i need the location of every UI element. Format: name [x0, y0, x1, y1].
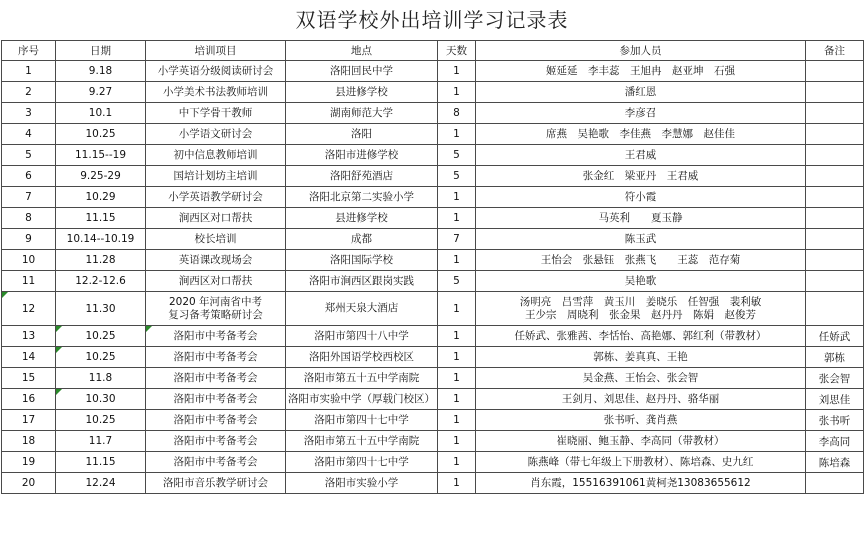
row-note-cell	[806, 208, 864, 229]
row-people-cell	[476, 452, 806, 473]
row-place-line: 县进修学校	[335, 211, 388, 224]
row-people-cell	[476, 82, 806, 103]
table-row	[2, 208, 864, 229]
row-days-cell: 8	[438, 103, 476, 124]
row-people-line: 姬延延 李丰蕊 王旭冉 赵亚坤 石强	[546, 64, 735, 77]
row-project-cell	[146, 187, 286, 208]
row-project-cell	[146, 124, 286, 145]
table-row	[2, 452, 864, 473]
row-no-cell: 15	[2, 368, 56, 389]
row-people-cell	[476, 61, 806, 82]
row-note-cell: 陈培森	[806, 452, 864, 473]
row-project-cell	[146, 166, 286, 187]
row-note-cell: 任娇武	[806, 326, 864, 347]
header-date: 日期	[56, 41, 146, 61]
training-record-table	[1, 40, 864, 494]
row-days-cell: 1	[438, 389, 476, 410]
row-project-cell	[146, 82, 286, 103]
row-date-cell: 11.7	[56, 431, 146, 452]
row-people-cell	[476, 145, 806, 166]
table-row	[2, 187, 864, 208]
row-people-line: 吴艳歌	[624, 274, 657, 287]
table-row	[2, 326, 864, 347]
row-date-cell: 9.27	[56, 82, 146, 103]
row-people-cell	[476, 368, 806, 389]
row-people-line: 潘红恩	[624, 85, 657, 98]
row-people-line: 王剑月、刘思佳、赵丹丹、骆华丽	[561, 392, 720, 405]
row-note-cell	[806, 145, 864, 166]
row-place-line: 洛阳市第四十七中学	[314, 455, 409, 468]
row-days-cell: 5	[438, 271, 476, 292]
row-note-cell: 郭栋	[806, 347, 864, 368]
row-people-cell	[476, 103, 806, 124]
row-people-line: 任娇武、张雅茜、李恬怡、高艳娜、郭红利（带教材）	[514, 329, 767, 342]
row-days-cell: 1	[438, 61, 476, 82]
row-place-cell	[286, 271, 438, 292]
row-project-line: 中下学骨干教师	[178, 106, 253, 119]
row-people-cell	[476, 347, 806, 368]
table-row	[2, 166, 864, 187]
row-project-cell	[146, 250, 286, 271]
row-note-cell: 张会智	[806, 368, 864, 389]
table-row	[2, 124, 864, 145]
row-place-line: 洛阳舒苑酒店	[330, 169, 393, 182]
row-people-cell	[476, 431, 806, 452]
row-note-cell	[806, 271, 864, 292]
table-row	[2, 103, 864, 124]
row-days-cell: 5	[438, 145, 476, 166]
row-people-line: 崔晓丽、鲍玉静、李高同（带教材）	[556, 434, 725, 447]
row-people-line: 符小霞	[624, 190, 657, 203]
row-date-cell: 11.30	[56, 292, 146, 326]
row-days-cell: 5	[438, 166, 476, 187]
row-place-cell	[286, 410, 438, 431]
row-note-cell: 刘思佳	[806, 389, 864, 410]
row-date-cell: 10.29	[56, 187, 146, 208]
row-project-line: 洛阳市音乐教学研讨会	[163, 476, 268, 489]
row-no-cell: 8	[2, 208, 56, 229]
row-no-cell: 3	[2, 103, 56, 124]
row-days-cell: 1	[438, 452, 476, 473]
row-project-line: 涧西区对口帮扶	[178, 274, 253, 287]
row-place-cell	[286, 103, 438, 124]
row-note-cell	[806, 124, 864, 145]
row-no-cell: 11	[2, 271, 56, 292]
row-place-line: 洛阳	[351, 127, 372, 140]
row-people-line: 陈玉武	[624, 232, 657, 245]
row-people-cell	[476, 292, 806, 326]
row-project-line: 洛阳市中考备考会	[173, 434, 258, 447]
row-note-cell	[806, 166, 864, 187]
table-row	[2, 389, 864, 410]
row-project-line: 初中信息教师培训	[173, 148, 258, 161]
row-days-cell: 7	[438, 229, 476, 250]
row-place-cell	[286, 250, 438, 271]
row-date-cell: 10.1	[56, 103, 146, 124]
row-people-line: 马英利 夏玉静	[598, 211, 683, 224]
row-days-cell: 1	[438, 187, 476, 208]
header-project: 培训项目	[146, 41, 286, 61]
row-place-line: 洛阳市进修学校	[324, 148, 399, 161]
row-place-line: 洛阳回民中学	[330, 64, 393, 77]
row-place-cell	[286, 229, 438, 250]
row-people-cell	[476, 271, 806, 292]
row-people-line: 王怡会 张悬钰 张燕飞 王蕊 范存菊	[540, 253, 741, 266]
row-people-cell	[476, 250, 806, 271]
row-place-line: 县进修学校	[335, 85, 388, 98]
table-row	[2, 61, 864, 82]
row-date-cell: 12.24	[56, 473, 146, 494]
row-people-line: 席燕 吴艳歌 李佳燕 李慧娜 赵佳佳	[546, 127, 735, 140]
row-project-cell	[146, 271, 286, 292]
table-row	[2, 410, 864, 431]
row-note-cell	[806, 61, 864, 82]
row-no-cell: 6	[2, 166, 56, 187]
row-days-cell: 1	[438, 208, 476, 229]
row-project-line: 复习备考策略研讨会	[168, 308, 263, 321]
row-place-line: 洛阳外国语学校西校区	[309, 350, 414, 363]
row-project-line: 小学英语教学研讨会	[168, 190, 263, 203]
row-days-cell: 1	[438, 82, 476, 103]
row-people-cell	[476, 389, 806, 410]
row-date-cell: 10.25	[56, 124, 146, 145]
row-date-cell: 9.18	[56, 61, 146, 82]
row-people-cell	[476, 187, 806, 208]
row-note-cell	[806, 187, 864, 208]
row-place-cell	[286, 187, 438, 208]
row-no-cell: 16	[2, 389, 56, 410]
row-people-cell	[476, 229, 806, 250]
row-place-cell	[286, 368, 438, 389]
row-no-cell: 10	[2, 250, 56, 271]
row-project-line: 涧西区对口帮扶	[178, 211, 253, 224]
row-date-cell: 10.25	[56, 347, 146, 368]
row-no-cell: 19	[2, 452, 56, 473]
header-no: 序号	[2, 41, 56, 61]
row-people-line: 张金红 梁亚丹 王君威	[582, 169, 699, 182]
row-people-line: 王少宗 周晓利 张金果 赵丹丹 陈娟 赵俊芳	[525, 308, 756, 321]
row-no-cell: 4	[2, 124, 56, 145]
row-note-cell	[806, 250, 864, 271]
row-place-line: 洛阳北京第二实验小学	[309, 190, 414, 203]
row-date-cell: 11.28	[56, 250, 146, 271]
row-no-cell: 14	[2, 347, 56, 368]
row-days-cell: 1	[438, 292, 476, 326]
table-row	[2, 473, 864, 494]
row-people-line: 肖东霞，15516391061黄柯尧13083655612	[530, 476, 751, 489]
row-project-line: 校长培训	[194, 232, 237, 245]
row-place-line: 成都	[351, 232, 372, 245]
row-place-line: 洛阳市第五十五中学南院	[303, 371, 420, 384]
table-row	[2, 347, 864, 368]
row-project-line: 小学英语分级阅读研讨会	[157, 64, 274, 77]
row-date-cell: 9.25-29	[56, 166, 146, 187]
header-note: 备注	[806, 41, 864, 61]
row-date-cell: 11.15--19	[56, 145, 146, 166]
row-no-cell: 18	[2, 431, 56, 452]
row-note-cell	[806, 229, 864, 250]
table-row	[2, 82, 864, 103]
row-no-cell: 5	[2, 145, 56, 166]
row-date-cell: 11.8	[56, 368, 146, 389]
row-no-cell: 12	[2, 292, 56, 326]
row-place-line: 洛阳市第五十五中学南院	[303, 434, 420, 447]
row-place-cell	[286, 431, 438, 452]
row-place-cell	[286, 208, 438, 229]
row-place-cell	[286, 82, 438, 103]
row-days-cell: 1	[438, 473, 476, 494]
row-people-cell	[476, 410, 806, 431]
row-people-cell	[476, 208, 806, 229]
row-days-cell: 1	[438, 410, 476, 431]
row-project-line: 小学语文研讨会	[178, 127, 253, 140]
row-people-line: 汤明亮 吕雪萍 黄玉川 姜晓乐 任智强 裴利敏	[519, 295, 762, 308]
row-project-line: 国培计划坊主培训	[173, 169, 258, 182]
row-no-cell: 9	[2, 229, 56, 250]
header-place: 地点	[286, 41, 438, 61]
row-place-cell	[286, 389, 438, 410]
row-place-line: 湖南师范大学	[330, 106, 393, 119]
table-row	[2, 431, 864, 452]
row-date-cell: 10.25	[56, 326, 146, 347]
row-days-cell: 1	[438, 347, 476, 368]
row-date-cell: 11.15	[56, 452, 146, 473]
table-row	[2, 271, 864, 292]
table-row	[2, 229, 864, 250]
row-place-cell	[286, 61, 438, 82]
row-place-line: 洛阳市第四十八中学	[314, 329, 409, 342]
table-row	[2, 250, 864, 271]
row-project-cell	[146, 431, 286, 452]
header-days: 天数	[438, 41, 476, 61]
row-project-line: 洛阳市中考备考会	[173, 392, 258, 405]
row-people-line: 李彦召	[624, 106, 657, 119]
row-place-line: 洛阳市实验小学	[324, 476, 399, 489]
row-no-cell: 1	[2, 61, 56, 82]
header-people: 参加人员	[476, 41, 806, 61]
row-date-cell: 10.30	[56, 389, 146, 410]
sheet-title: 双语学校外出培训学习记录表	[295, 8, 569, 32]
row-project-cell	[146, 229, 286, 250]
row-note-cell: 张书听	[806, 410, 864, 431]
row-no-cell: 17	[2, 410, 56, 431]
table-body	[2, 61, 864, 494]
row-people-line: 张书听、龚肖燕	[603, 413, 678, 426]
row-no-cell: 20	[2, 473, 56, 494]
row-date-cell: 10.25	[56, 410, 146, 431]
row-place-line: 洛阳市实验中学（厚载门校区）	[288, 392, 435, 405]
row-days-cell: 1	[438, 326, 476, 347]
row-people-cell	[476, 473, 806, 494]
row-note-cell	[806, 82, 864, 103]
row-project-cell	[146, 292, 286, 326]
row-place-line: 郑州天泉大酒店	[324, 302, 399, 314]
row-project-line: 洛阳市中考备考会	[173, 350, 258, 363]
row-project-line: 洛阳市中考备考会	[173, 455, 258, 468]
row-project-cell	[146, 347, 286, 368]
row-project-line: 小学美术书法教师培训	[163, 85, 268, 98]
row-project-cell	[146, 145, 286, 166]
row-place-cell	[286, 473, 438, 494]
row-project-cell	[146, 389, 286, 410]
row-date-cell: 10.14--10.19	[56, 229, 146, 250]
row-people-line: 王君威	[624, 148, 657, 161]
row-people-line: 陈燕峰（带七年级上下册教材）、陈培森、史九红	[527, 455, 754, 468]
row-project-line: 英语课改现场会	[178, 253, 253, 266]
row-note-cell	[806, 292, 864, 326]
row-people-line: 吴金燕、王怡会、张会智	[582, 371, 699, 384]
row-note-cell: 李高同	[806, 431, 864, 452]
row-place-line: 洛阳国际学校	[330, 253, 393, 266]
row-no-cell: 7	[2, 187, 56, 208]
header-row	[2, 41, 864, 61]
row-people-cell	[476, 124, 806, 145]
row-place-cell	[286, 347, 438, 368]
row-project-cell	[146, 452, 286, 473]
row-note-cell	[806, 473, 864, 494]
table-row	[2, 292, 864, 326]
row-project-line: 2020 年河南省中考	[168, 295, 263, 308]
row-days-cell: 1	[438, 431, 476, 452]
row-place-cell	[286, 452, 438, 473]
row-project-cell	[146, 368, 286, 389]
row-people-line: 郭栋、姜真真、王艳	[593, 350, 688, 363]
row-project-line: 洛阳市中考备考会	[173, 371, 258, 384]
row-place-cell	[286, 166, 438, 187]
row-place-line: 洛阳市第四十七中学	[314, 413, 409, 426]
row-days-cell: 1	[438, 250, 476, 271]
row-project-cell	[146, 473, 286, 494]
row-project-cell	[146, 103, 286, 124]
row-people-cell	[476, 326, 806, 347]
row-date-cell: 11.15	[56, 208, 146, 229]
row-days-cell: 1	[438, 124, 476, 145]
row-project-cell	[146, 410, 286, 431]
row-place-cell	[286, 145, 438, 166]
row-note-cell	[806, 103, 864, 124]
row-project-line: 洛阳市中考备考会	[173, 329, 258, 342]
row-place-line: 洛阳市涧西区跟岗实践	[309, 274, 414, 287]
row-no-cell: 2	[2, 82, 56, 103]
row-no-cell: 13	[2, 326, 56, 347]
row-place-cell	[286, 326, 438, 347]
row-date-cell: 12.2-12.6	[56, 271, 146, 292]
row-project-cell	[146, 61, 286, 82]
table-row	[2, 145, 864, 166]
table-row	[2, 368, 864, 389]
row-project-line: 洛阳市中考备考会	[173, 413, 258, 426]
row-days-cell: 1	[438, 368, 476, 389]
row-place-cell	[286, 124, 438, 145]
row-people-cell	[476, 166, 806, 187]
row-project-cell	[146, 208, 286, 229]
row-place-cell	[286, 292, 438, 326]
row-project-cell	[146, 326, 286, 347]
